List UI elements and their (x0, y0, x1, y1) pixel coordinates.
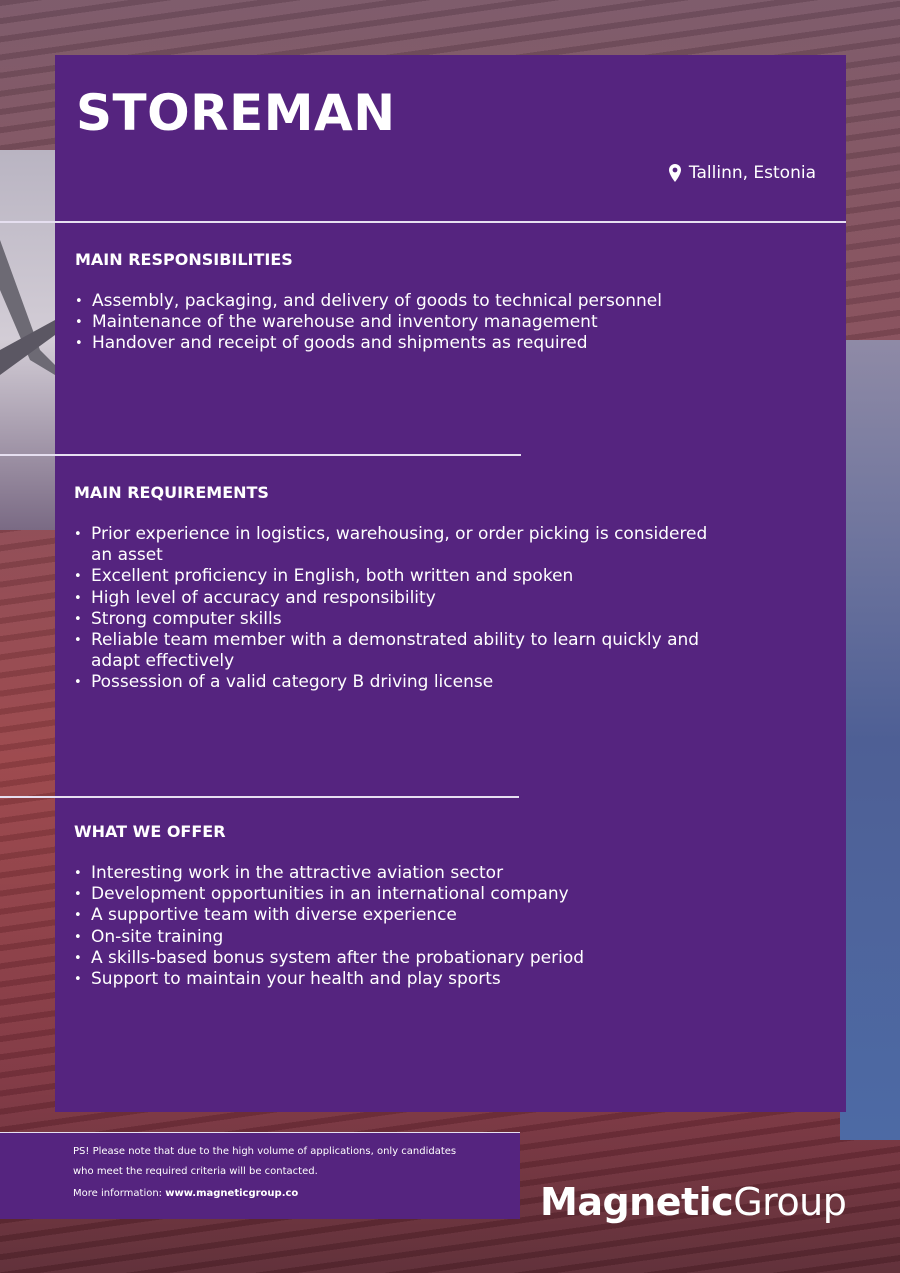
section-divider (0, 454, 521, 456)
list-item: • Development opportunities in an international company (74, 884, 714, 905)
list-item: • On-site training (74, 927, 714, 948)
more-info-label: More information: (73, 1188, 166, 1199)
section-heading-offer: WHAT WE OFFER (74, 822, 226, 841)
airplane-image (0, 200, 55, 400)
list-item: • Maintenance of the warehouse and inventory management (75, 312, 715, 333)
map-pin-icon (669, 164, 681, 182)
list-item: • Prior experience in logistics, warehousing, or order picking is considered an asset (74, 524, 714, 566)
logo-word-group: Group (733, 1180, 847, 1224)
list-item: • A skills-based bonus system after the probationary period (74, 948, 714, 969)
list-item: • Assembly, packaging, and delivery of goods to technical personnel (75, 291, 715, 312)
list-item: • A supportive team with diverse experience (74, 905, 714, 926)
job-title: STOREMAN (76, 84, 396, 142)
list-item: • High level of accuracy and responsibility (74, 588, 714, 609)
location (669, 163, 816, 183)
background-sky-right (840, 340, 900, 1140)
requirements-list (74, 524, 714, 694)
list-item: • Strong computer skills (74, 609, 714, 630)
footer-note-line-2: who meet the required criteria will be contacted. (73, 1166, 318, 1177)
list-item: • Interesting work in the attractive aviation sector (74, 863, 714, 884)
list-item: • Reliable team member with a demonstrated ability to learn quickly and adapt effectively (74, 630, 714, 672)
magnetic-group-logo (540, 1180, 846, 1224)
list-item: • Excellent proficiency in English, both written and spoken (74, 566, 714, 587)
responsibilities-list (75, 291, 715, 355)
section-heading-responsibilities: MAIN RESPONSIBILITIES (75, 250, 293, 269)
website-link[interactable]: www.magneticgroup.co (165, 1188, 299, 1199)
title-divider (0, 221, 846, 223)
location-text: Tallinn, Estonia (688, 163, 816, 183)
offer-list (74, 863, 714, 990)
logo-word-magnetic: Magnetic (540, 1180, 734, 1224)
list-item: • Support to maintain your health and play sports (74, 969, 714, 990)
footer-more-info (73, 1188, 298, 1199)
section-divider (0, 796, 519, 798)
list-item: • Handover and receipt of goods and shipments as required (75, 333, 715, 354)
footer-note-line-1: PS! Please note that due to the high volume of applications, only candidates (73, 1146, 457, 1157)
section-heading-requirements: MAIN REQUIREMENTS (74, 483, 269, 502)
list-item: • Possession of a valid category B driving license (74, 672, 714, 693)
